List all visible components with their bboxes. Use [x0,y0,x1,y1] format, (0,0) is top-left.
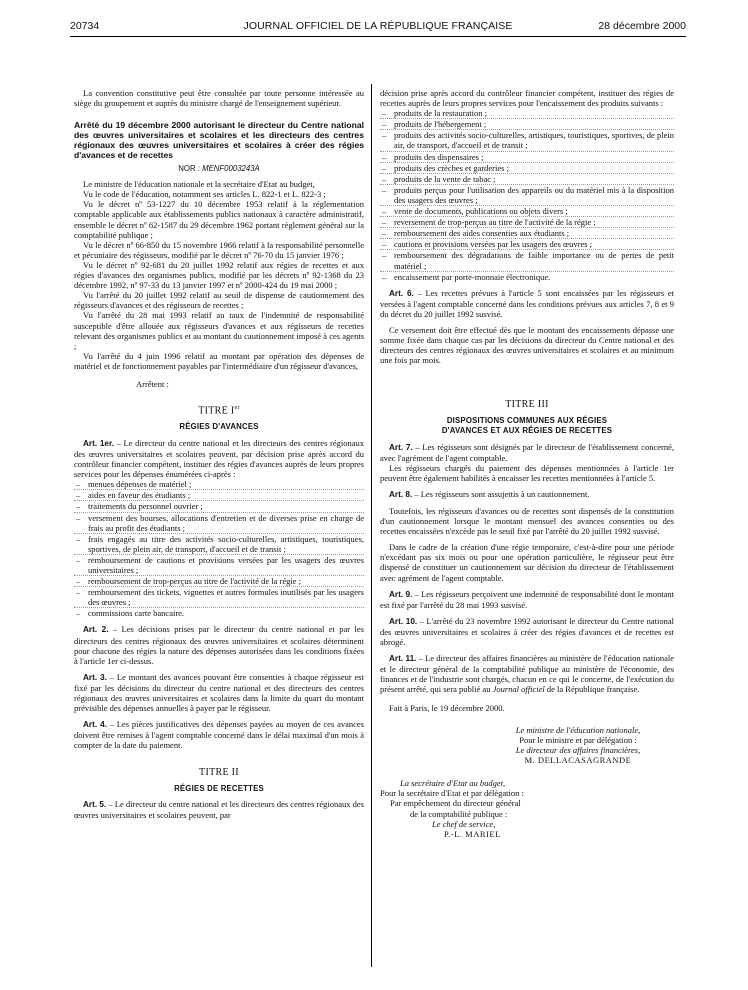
signatory-name: M. DELLACASAGRANDE [524,755,632,766]
titre-3-heading: TITRE III [505,399,549,411]
titre-2-heading: TITRE II [199,766,239,778]
column-divider [371,84,372,967]
visa-paragraph: Vu le code de l'éducation, notamment ses articles L. 822-1 et L. 822-3 ; [83,189,326,200]
list-item: – produits de la vente de tabac ; [380,173,674,184]
titre-1-subtitle: RÉGIES D'AVANCES [179,422,259,432]
signature-line: La secrétaire d'Etat au budget, [400,777,506,788]
article-3-label: Art. 3. [83,672,107,682]
titre-1-heading [74,405,364,416]
visa-paragraph: Vu le décret nº 66-850 du 15 novembre 1966 relatif à la responsabilité personnelle et pécuniaire des régisseurs, modifié par le décret nº 76-70 du 15 janvier 1976 ; [74,239,364,260]
article-5-continuation: décision prise après accord du contrôleur financier compétent, instituer des régies de recettes auprès de leurs propres services pour l'encaissement des produits suivants : [380,88,674,109]
article-4-text: – Les pièces justificatives des dépenses payées au moyen de ces avances doivent être remises à l'agent comptable concerné dans le délai maximal d'un mois à compter de la date du paiement. [74,719,364,751]
article-10-label: Art. 10. [389,616,418,626]
list-item: – aides en faveur des étudiants ; [74,489,364,500]
titre-1-main: TITRE I [198,405,235,417]
article-1-text: – Le directeur du centre national et les directeurs des centres régionaux des œuvres universitaires et scolaires peuvent, par décision prise après accord du contrôleur financier compétent, instituer des régies d'avances auprès de leurs propres services pour les dépenses énumérées ci-après : [74,437,365,480]
article-2 [74,624,364,665]
titre-2-subtitle: RÉGIES DE RECETTES [174,783,264,793]
article-2-label: Art. 2. [83,625,109,635]
signature-ministre [380,725,674,766]
list-item: – produits de l'hébergement ; [380,118,674,129]
article-8-label: Art. 8. [389,489,413,499]
article-1 [74,438,364,479]
page-number: 20734 [70,20,100,32]
arretent-heading: Arrêtent : [136,378,169,389]
titre-3-subtitle [380,416,674,435]
article-9-text: – Les régisseurs perçoivent une indemnité de responsabilité dont le montant est fixé par l'arrêté du 28 mai 1993 susvisé. [380,588,674,610]
article-8 [380,489,674,500]
date-line: Fait à Paris, le 19 décembre 2000. [389,702,505,713]
list-item: – versement des bourses, allocations d'entretien et de diverses prise en charge de frais au profit des étudiants ; [74,512,364,533]
arrete-title: Arrêté du 19 décembre 2000 autorisant le directeur du Centre national des œuvres universitaires et scolaires et les directeurs des centres régionaux des œuvres universitaires et scolaires à créer des régies d'avances et de recettes [74,120,364,161]
list-item: – frais engagés au titre des activités socio-culturelles, artistiques, touristiques, sportives, de plein air, de transport, d'accueil et de transit ; [74,533,364,554]
signature-line: Le chef de service, [432,818,496,829]
article-11-journal: Journal officiel [492,684,545,695]
article-8-text: – Les régisseurs sont assujettis à un cautionnement. [412,488,590,499]
article-11-text-a: – Le directeur des affaires financières au ministère de l'éducation nationale et le directeur général de la comptabilité publique au ministère de l'économie, des finances et de l'industrie sont chargés, chacun en ce qui le concerne, de l'exécution du présent arrêté, qui sera publié au [380,653,674,695]
intro-paragraph: La convention constitutive peut être consultée par toute personne intéressée au siège du groupement et auprès du ministre chargé de l'enseignement supérieur. [74,88,364,109]
list-item: – menues dépenses de matériel ; [74,479,364,489]
list-item: – remboursement de cautions et provisions versées par les usagers des œuvres universitaires ; [74,554,364,575]
list-item: – traitements du personnel ouvrier ; [74,500,364,511]
list-item: – commissions carte bancaire. [74,607,364,618]
article-11-text-b: de la République française. [544,684,640,695]
signature-line: Pour la secrétaire d'Etat et par délégation : [380,787,524,798]
header-rule [70,36,686,37]
titre-3-subtitle-line-1: DISPOSITIONS COMMUNES AUX RÉGIES [446,416,608,426]
article-9-label: Art. 9. [389,589,413,599]
article-6-paragraph-2: Ce versement doit être effectué dès que le montant des encaissements dépasse une somme fixée dans chaque cas par les décisions du directeur du Centre national et des directeurs des centres régionaux des œuvres universitaires et scolaires et au minimum une fois par mois. [380,324,674,366]
article-2-text: – Les décisions prises par le directeur du centre national et par les directeurs des centres régionaux des œuvres universitaires et scolaires déterminent pour chacune des régies la nature des dépenses autorisées dans les conditions fixées à l'article 1er ci-dessus. [74,624,364,666]
list-item: – remboursement des tickets, vignettes et autres formules inutilisés par les usagers des œuvres ; [74,586,364,607]
article-3 [74,672,364,713]
article-5-text: – Le directeur du centre national et les directeurs des centres régionaux des œuvres universitaires et scolaires peuvent, par [74,799,364,821]
list-item: – encaissement par porte-monnaie électronique. [380,271,674,282]
article-6 [380,288,674,319]
titre-3-subtitle-line-2: D'AVANCES ET AUX RÉGIES DE RECETTES [441,425,613,435]
nor-code: MENF0003243A [202,164,260,174]
article-1-label: Art. 1er. [83,438,114,448]
list-item: – produits perçus pour l'utilisation des appareils ou du matériel mis à la disposition des usagers des œuvres ; [380,184,674,205]
article-7-text: – Les régisseurs sont désignés par le directeur de l'établissement concerné, avec l'agrément de l'agent comptable. [380,441,674,463]
visa-paragraph: Vu l'arrêté du 28 mai 1993 relatif au taux de l'indemnité de responsabilité susceptible d'être allouée aux régisseurs d'avances et aux régisseurs de recettes relevant des organismes publics et au montant du cautionnement imposé à ces agents ; [74,310,364,351]
list-item: – remboursement des aides consenties aux étudiants ; [380,227,674,238]
list-item: – produits des dispensaires ; [380,151,674,162]
journal-title: JOURNAL OFFICIEL DE LA RÉPUBLIQUE FRANÇAISE [243,20,513,32]
list-item: – produits de la restauration ; [380,108,674,118]
article-7 [380,442,674,463]
list-item: – produits des activités socio-culturelles, artistiques, touristiques, sportives, de plein air, de transport, d'accueil et de transit ; [380,129,674,150]
page-header [70,20,686,36]
article-8-paragraph-2: Toutefois, les régisseurs d'avances ou de recettes sont dispensés de la constitution d'un cautionnement lorsque le montant mensuel des avances consenties ou des recettes encaissées n'excède pas le seuil fixé par l'arrêté du 20 juillet 1992 susvisé. [380,506,674,537]
nor-label: NOR : [178,164,200,174]
article-8-paragraph-3: Dans le cadre de la création d'une régie temporaire, c'est-à-dire pour une période n'excédant pas six mois ou pour une opération particulière, le régisseur peut être dispensé de constituer un cautionnement sur décision du directeur de l'établissement avec agrément de l'agent comptable. [380,542,674,583]
article-7-paragraph-2: Les régisseurs chargés du paiement des dépenses mentionnées à l'article 1er peuvent être également habilités à encaisser les recettes mentionnées à l'article 5. [380,462,674,483]
visa-paragraph: Vu l'arrêté du 4 juin 1996 relatif au montant par opération des dépenses de matériel et de fonctionnement payables par l'intermédiaire d'un régisseur d'avances, [74,350,364,371]
signature-secretaire [380,778,674,840]
list-item: – remboursement de trop-perçus au titre de l'activité de la régie ; [74,575,364,586]
article-7-label: Art. 7. [389,442,413,452]
titre-1-sup: er [234,404,240,411]
article-1-list [74,479,364,618]
list-item: – cautions et provisions versées par les usagers des œuvres ; [380,238,674,249]
list-item: – reversement de trop-perçus au titre de l'activité de la régie ; [380,216,674,227]
article-5-label: Art. 5. [83,800,107,810]
visa-paragraph: Le ministre de l'éducation nationale et la secrétaire d'Etat au budget, [83,179,315,190]
article-3-text: – Le montant des avances pouvant être consenties à chaque régisseur est fixé par les décisions du directeur du centre national et des directeurs des centres régionaux des œuvres universitaires et scolaires dans la limite du quart du montant prévisible des dépenses annuelles à payer par le régisseur. [74,671,364,714]
signature-line: Le ministre de l'éducation nationale, [515,724,641,735]
article-4-label: Art. 4. [83,720,107,730]
signature-line: Par empêchement du directeur général [390,798,521,809]
issue-date: 28 décembre 2000 [598,20,686,32]
list-item: – produits des crèches et garderies ; [380,162,674,173]
article-10-text: – L'arrêté du 23 novembre 1992 autorisant le directeur du Centre national des œuvres universitaires et scolaires à créer des régies d'avances et de recettes est abrogé. [380,615,674,648]
list-item: – remboursement des dégradations de faible importance ou de pertes de petit matériel ; [380,249,674,270]
list-item: – vente de documents, publications ou objets divers ; [380,205,674,216]
article-10 [380,616,674,647]
left-column [74,88,364,820]
article-4 [74,719,364,750]
signature-line: de la comptabilité publique : [410,808,508,819]
signature-line: Pour le ministre et par délégation : [519,734,637,745]
article-11 [380,653,674,694]
right-column [380,88,674,839]
article-11-label: Art. 11. [389,654,417,664]
article-6-text: – Les recettes prévues à l'article 5 sont encaissées par les régisseurs et versées à l'agent comptable concerné dans les conditions prévues aux articles 7, 8 et 9 du décret du 20 juillet 1992 susvisé. [380,287,674,319]
article-6-label: Art. 6. [389,288,414,298]
article-5-list [380,108,674,282]
signatory-name: P.-L. MARIEL [444,829,501,840]
visa-paragraph: Vu le décret nº 53-1227 du 10 décembre 1953 relatif à la réglementation comptable applicable aux établissements publics nationaux à caractère administratif, ensemble le décret nº 62-1587 du 29 décembre 1962 portant règlement général sur la comptabilité publique ; [74,199,364,240]
visa-paragraph: Vu l'arrêté du 20 juillet 1992 relatif au seuil de dispense de cautionnement des régisseurs d'avances et des régisseurs de recettes ; [74,290,364,311]
visa-paragraph: Vu le décret nº 92-681 du 20 juillet 1992 relatif aux régies de recettes et aux régies d'avances des organismes publics, modifié par les décrets nº 92-1368 du 23 décembre 1992, nº 97-33 du 13 janvier 1997 et nº 2000-424 du 19 mai 2000 ; [74,259,364,291]
signature-line: Le directeur des affaires financières, [515,745,641,756]
article-9 [380,589,674,610]
article-5 [74,799,364,820]
nor-reference [74,164,364,173]
